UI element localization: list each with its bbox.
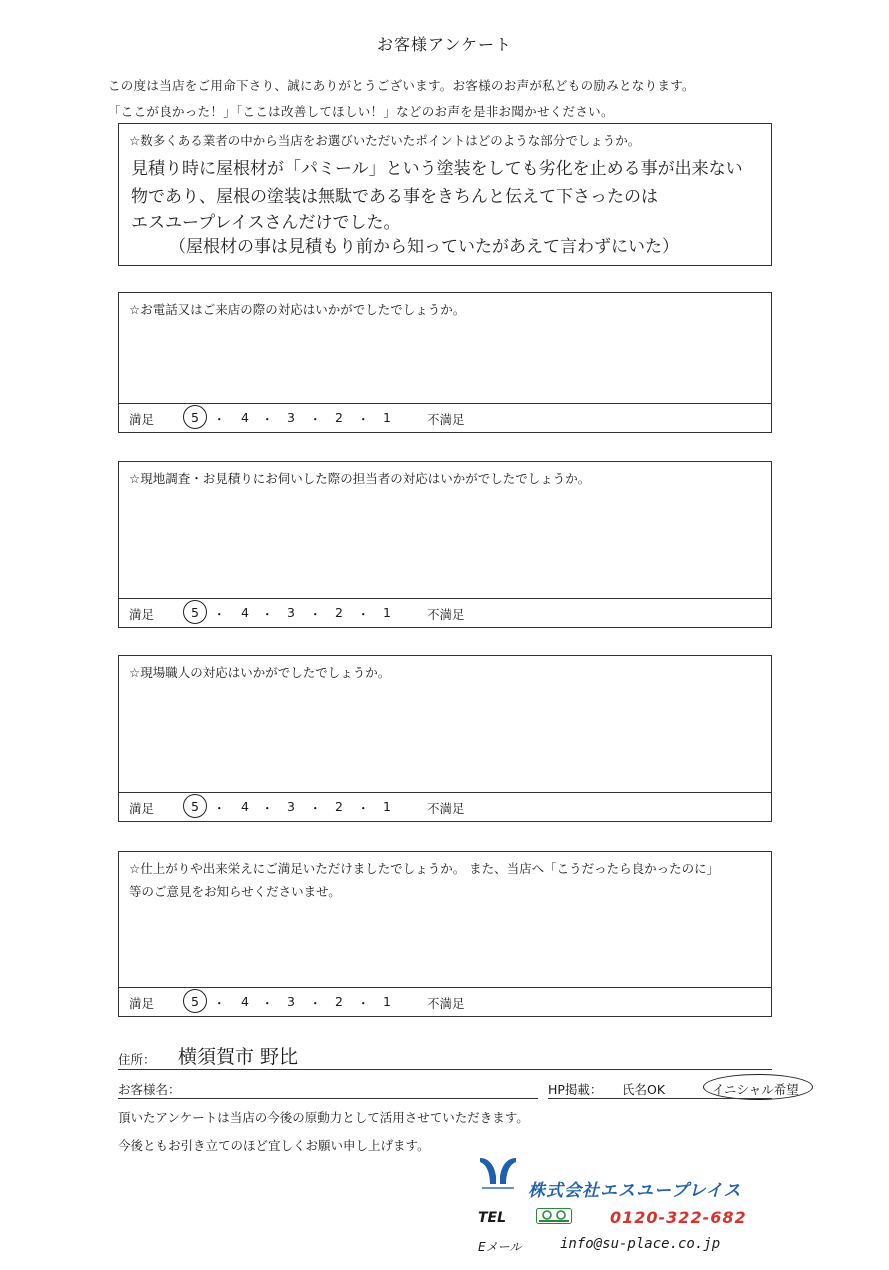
customer-name-label: お客様名： bbox=[118, 1082, 181, 1097]
separator: ・ bbox=[213, 412, 226, 427]
rating-5[interactable]: 5 bbox=[191, 799, 199, 814]
rating-2[interactable]: 2 bbox=[335, 605, 343, 620]
rating-row-5 bbox=[119, 987, 771, 1016]
separator: ・ bbox=[261, 412, 274, 427]
page-title: お客様アンケート bbox=[376, 35, 513, 54]
separator: ・ bbox=[261, 607, 274, 622]
separator: ・ bbox=[309, 607, 322, 622]
separator: ・ bbox=[213, 607, 226, 622]
rating-3[interactable]: 3 bbox=[287, 994, 295, 1009]
intro-line-2: 「ここが良かった！」「ここは改善してほしい！」などのお声を是非お聞かせください。 bbox=[108, 104, 614, 119]
question-4-box bbox=[118, 655, 772, 822]
tel-number[interactable]: 0120-322-682 bbox=[610, 1208, 747, 1227]
company-name: 株式会社エスユープレイス bbox=[528, 1181, 742, 1201]
separator: ・ bbox=[309, 801, 322, 816]
rating-3[interactable]: 3 bbox=[287, 799, 295, 814]
address-label: 住所： bbox=[118, 1052, 156, 1067]
customer-name-underline bbox=[118, 1098, 538, 1099]
question-5-text-line-1: ☆仕上がりや出来栄えにご満足いただけましたでしょうか。 また、当店へ「こうだったら良かったのに」 bbox=[129, 861, 720, 876]
rating-5[interactable]: 5 bbox=[191, 605, 199, 620]
satisfied-label: 満足 bbox=[129, 412, 155, 427]
separator: ・ bbox=[261, 801, 274, 816]
rating-1[interactable]: 1 bbox=[383, 994, 391, 1009]
rating-1[interactable]: 1 bbox=[383, 799, 391, 814]
address-value[interactable]: 横須賀市 野比 bbox=[178, 1046, 299, 1068]
answer-1-line-3: エスユープレイスさんだけでした。 bbox=[131, 213, 401, 233]
question-2-box bbox=[118, 292, 772, 433]
question-3-text: ☆現地調査・お見積りにお伺いした際の担当者の対応はいかがでしたでしょうか。 bbox=[129, 471, 591, 486]
company-logo-icon bbox=[478, 1154, 518, 1192]
separator: ・ bbox=[357, 996, 370, 1011]
email-label: Eメール bbox=[478, 1240, 522, 1254]
rating-row-3 bbox=[119, 598, 771, 627]
rating-4[interactable]: 4 bbox=[241, 605, 249, 620]
hp-option-name[interactable]: 氏名OK bbox=[622, 1082, 666, 1097]
separator: ・ bbox=[357, 801, 370, 816]
answer-1-line-2: 物であり、屋根の塗装は無駄である事をきちんと伝えて下さったのは bbox=[131, 187, 658, 207]
separator: ・ bbox=[357, 607, 370, 622]
closing-line-2: 今後ともお引き立てのほど宜しくお願い申し上げます。 bbox=[118, 1138, 430, 1153]
dissatisfied-label: 不満足 bbox=[427, 801, 465, 816]
dissatisfied-label: 不満足 bbox=[427, 607, 465, 622]
address-underline bbox=[118, 1069, 772, 1070]
rating-2[interactable]: 2 bbox=[335, 410, 343, 425]
question-5-text-line-2: 等のご意見をお知らせくださいませ。 bbox=[129, 884, 341, 899]
separator: ・ bbox=[213, 801, 226, 816]
separator: ・ bbox=[357, 412, 370, 427]
rating-row-4 bbox=[119, 792, 771, 821]
rating-1[interactable]: 1 bbox=[383, 410, 391, 425]
dissatisfied-label: 不満足 bbox=[427, 996, 465, 1011]
question-1-box bbox=[118, 123, 772, 266]
rating-1[interactable]: 1 bbox=[383, 605, 391, 620]
freedial-icon bbox=[536, 1208, 572, 1224]
hp-underline bbox=[548, 1098, 772, 1099]
hp-label: HP掲載： bbox=[548, 1082, 603, 1097]
hp-option-initial[interactable]: イニシャル希望 bbox=[712, 1082, 799, 1097]
rating-4[interactable]: 4 bbox=[241, 994, 249, 1009]
email-address[interactable]: info@su-place.co.jp bbox=[560, 1236, 721, 1252]
satisfied-label: 満足 bbox=[129, 996, 155, 1011]
rating-3[interactable]: 3 bbox=[287, 605, 295, 620]
separator: ・ bbox=[309, 996, 322, 1011]
question-1-text: ☆数多くある業者の中から当店をお選びいただいたポイントはどのような部分でしょうか。 bbox=[129, 133, 641, 148]
question-3-box bbox=[118, 461, 772, 628]
rating-3[interactable]: 3 bbox=[287, 410, 295, 425]
rating-4[interactable]: 4 bbox=[241, 799, 249, 814]
question-2-text: ☆お電話又はご来店の際の対応はいかがでしたでしょうか。 bbox=[129, 302, 466, 317]
question-5-box bbox=[118, 851, 772, 1017]
satisfied-label: 満足 bbox=[129, 801, 155, 816]
separator: ・ bbox=[213, 996, 226, 1011]
rating-2[interactable]: 2 bbox=[335, 994, 343, 1009]
satisfied-label: 満足 bbox=[129, 607, 155, 622]
rating-5[interactable]: 5 bbox=[191, 410, 199, 425]
intro-line-1: この度は当店をご用命下さり、誠にありがとうございます。お客様のお声が私どもの励みとなります。 bbox=[108, 78, 695, 93]
separator: ・ bbox=[261, 996, 274, 1011]
separator: ・ bbox=[309, 412, 322, 427]
dissatisfied-label: 不満足 bbox=[427, 412, 465, 427]
rating-5[interactable]: 5 bbox=[191, 994, 199, 1009]
rating-4[interactable]: 4 bbox=[241, 410, 249, 425]
closing-line-1: 頂いたアンケートは当店の今後の原動力として活用させていただきます。 bbox=[118, 1110, 529, 1125]
tel-label: TEL bbox=[478, 1210, 507, 1226]
answer-1-line-4: （屋根材の事は見積もり前から知っていたがあえて言わずにいた） bbox=[169, 237, 679, 257]
answer-1-line-1: 見積り時に屋根材が「パミール」という塗装をしても劣化を止める事が出来ない bbox=[131, 159, 743, 179]
rating-row-2 bbox=[119, 403, 771, 432]
rating-2[interactable]: 2 bbox=[335, 799, 343, 814]
question-4-text: ☆現場職人の対応はいかがでしたでしょうか。 bbox=[129, 665, 391, 680]
